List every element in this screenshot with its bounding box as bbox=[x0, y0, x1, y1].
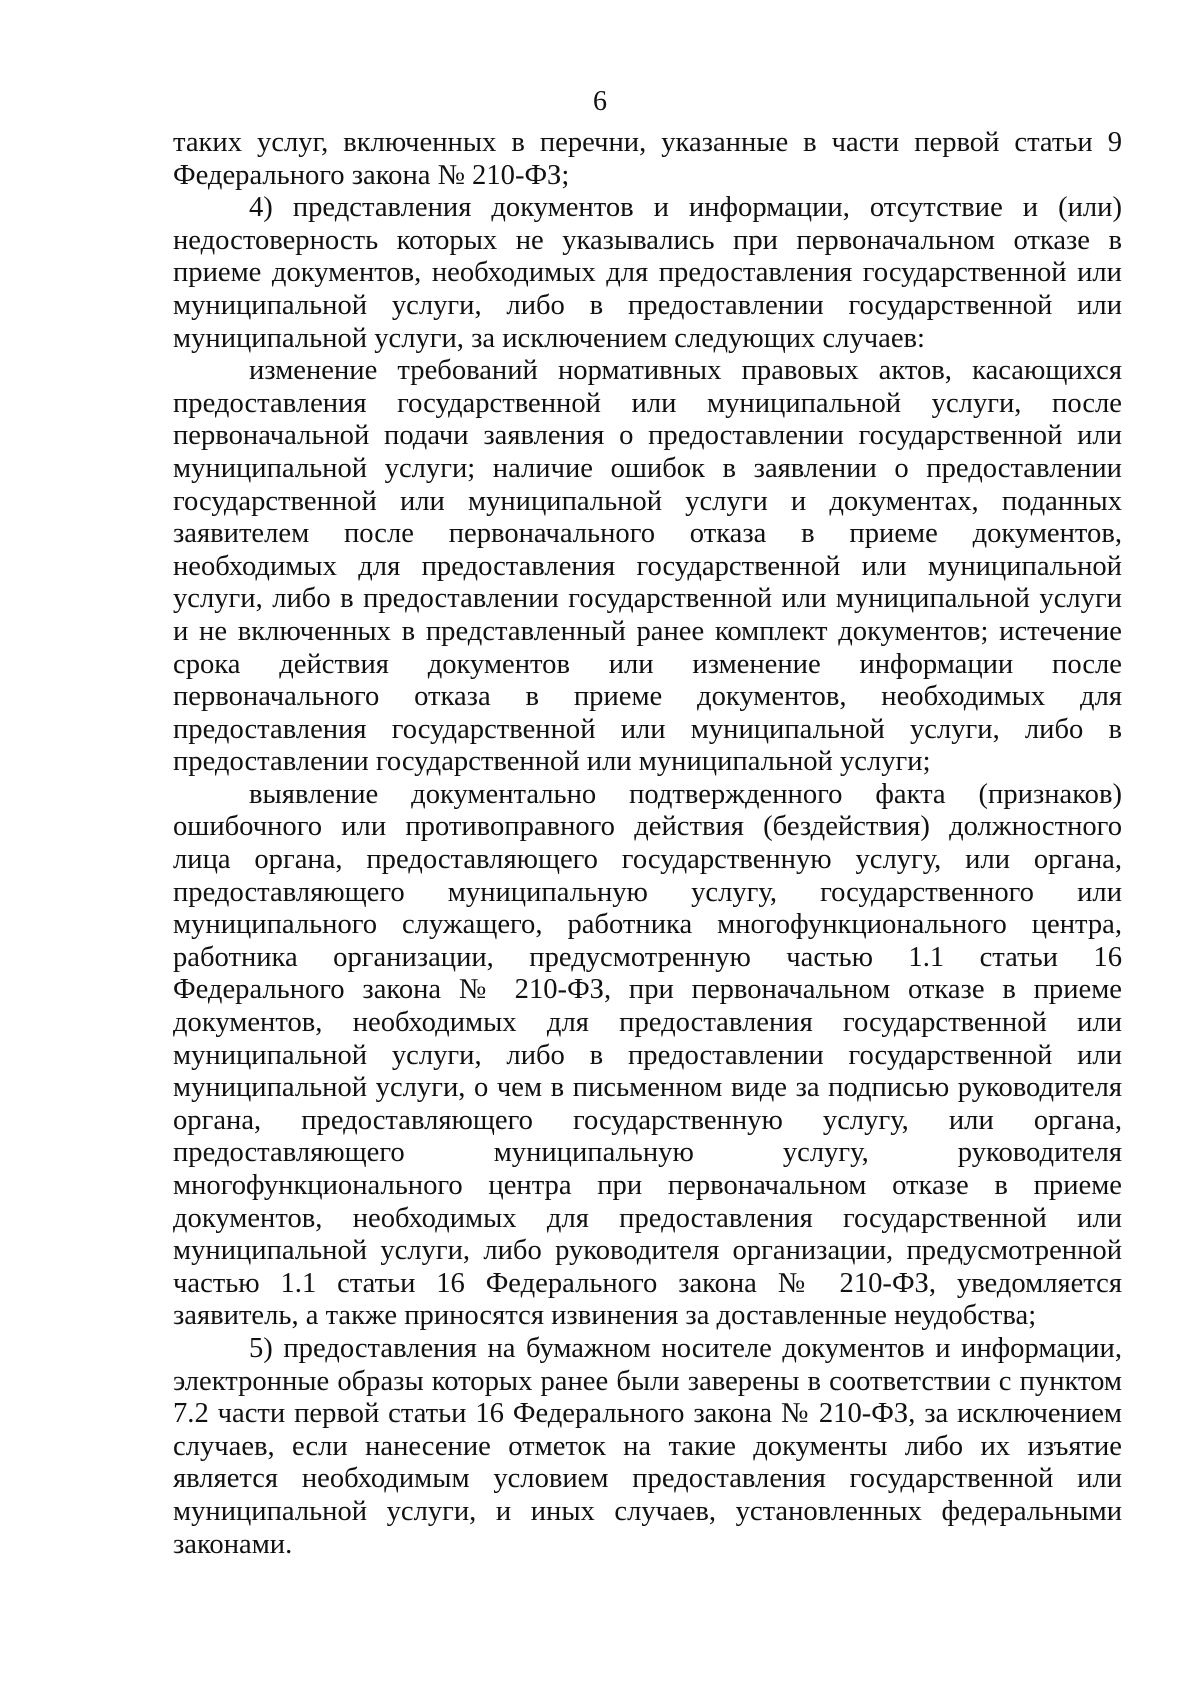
paragraph-continuation: таких услуг, включенных в перечни, указанные в части первой статьи 9 Федерального закона № 210-ФЗ; bbox=[173, 127, 1122, 191]
document-body bbox=[173, 127, 1122, 1561]
paragraph-item-5: 5) предоставления на бумажном носителе документов и информации, электронные образы которых ранее были заверены в соответствии с пунктом 7.2 части первой статьи 16 Федерального закона № 210-ФЗ, за исключением случаев, если нанесение отметок на такие документы либо их изъятие является необходимым условием предоставления государственной или муниципальной услуги, и иных случаев, установленных федеральными законами. bbox=[173, 1332, 1122, 1560]
paragraph-item-4: 4) представления документов и информации, отсутствие и (или) недостоверность которых не указывались при первоначальном отказе в приеме документов, необходимых для предоставления государственной или муниципальной услуги, либо в предоставлении государственной или муниципальной услуги, за исключением следующих случаев: bbox=[173, 192, 1122, 354]
paragraph-exception-requirements-change: изменение требований нормативных правовых актов, касающихся предоставления государственной или муниципальной услуги, после первоначальной подачи заявления о предоставлении государственной или муниципальной услуги; наличие ошибок в заявлении о предоставлении государственной или муниципальной услуги и документах, поданных заявителем после первоначального отказа в приеме документов, необходимых для предоставления государственной или муниципальной услуги, либо в предоставлении государственной или муниципальной услуги и не включенных в представленный ранее комплект документов; истечение срока действия документов или изменение информации после первоначального отказа в приеме документов, необходимых для предоставления государственной или муниципальной услуги, либо в предоставлении государственной или муниципальной услуги; bbox=[173, 355, 1122, 778]
page-number: 6 bbox=[593, 86, 607, 117]
paragraph-exception-erroneous-action: выявление документально подтвержденного факта (признаков) ошибочного или противоправного действия (бездействия) должностного лица органа, предоставляющего государственную услугу, или органа, предоставляющего муниципальную услугу, государственного или муниципального служащего, работника многофункционального центра, работника организации, предусмотренную частью 1.1 статьи 16 Федерального закона № 210-ФЗ, при первоначальном отказе в приеме документов, необходимых для предоставления государственной или муниципальной услуги, либо в предоставлении государственной или муниципальной услуги, о чем в письменном виде за подписью руководителя органа, предоставляющего государственную услугу, или органа, предоставляющего муниципальную услугу, руководителя многофункционального центра при первоначальном отказе в приеме документов, необходимых для предоставления государственной или муниципальной услуги, либо руководителя организации, предусмотренной частью 1.1 статьи 16 Федерального закона № 210-ФЗ, уведомляется заявитель, а также приносятся извинения за доставленные неудобства; bbox=[173, 778, 1122, 1332]
